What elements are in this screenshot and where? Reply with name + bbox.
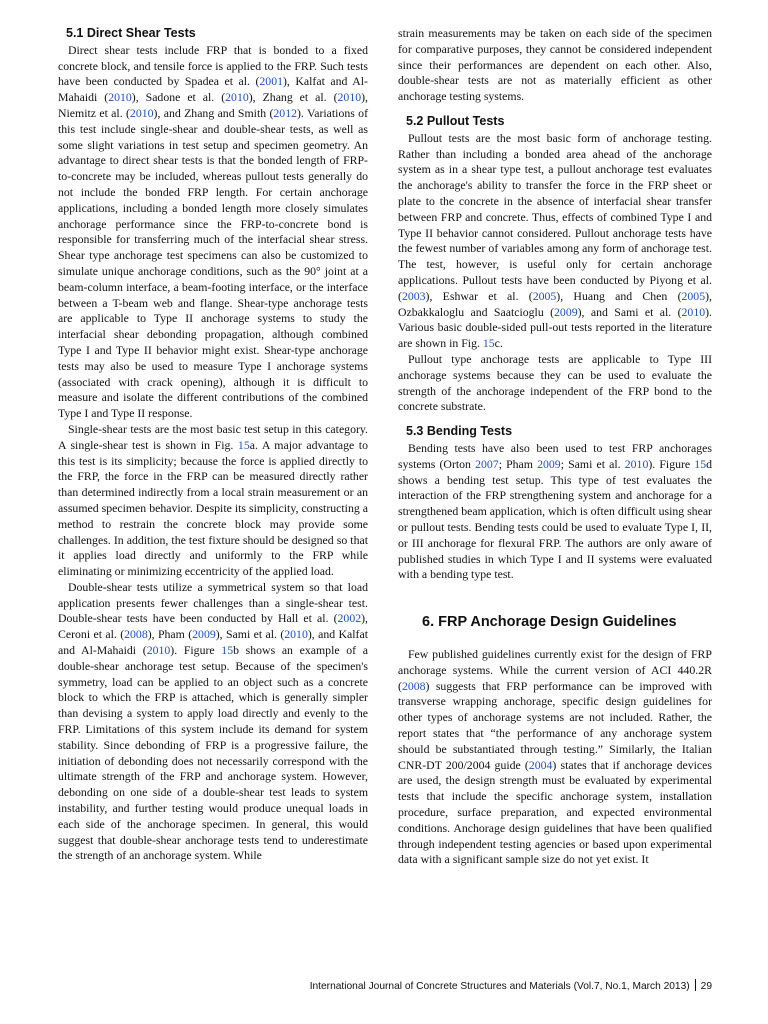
citation-link[interactable]: 2010: [681, 304, 706, 319]
text-run: Bending tests have also been used to test FRP anchorages systems (Orton: [398, 440, 712, 471]
citation-link[interactable]: 2010: [129, 105, 154, 120]
citation-link[interactable]: 2010: [146, 643, 171, 658]
paragraph: [398, 647, 712, 868]
text-run: ) states that if anchorage devices are used, the design strength must be evaluated by experimental tests that include the specific anchorage system, installation procedure, surface preparation, and expected environmental conditions. Anchorage design guidelines that have been qualified through independent testing agencies or based upon experimental data with a significant sample size do not yet exist. It: [398, 757, 712, 867]
citation-link[interactable]: 2010: [225, 90, 249, 105]
citation-link[interactable]: 2004: [528, 757, 553, 772]
text-run: Direct shear tests include FRP that is bonded to a fixed concrete block, and tensile force is applied to the FRP. Such tests have been conducted by Spadea et al. (: [58, 42, 368, 89]
text-run: ). Variations of this test include single-shear and double-shear tests, as well as some slight variations in test setup and specimen geometry. An advantage to direct shear tests is that the bonded length of FRP-to-concrete may be included, whereas pullout tests generally do not include the bonded FRP length. For certain anchorage applications, including a bonded length more closely simulates anchorage performance since the FRP-to-concrete bond is responsible for transferring much of the interfacial shear stress. Shear type anchorage test specimens can also be customized to simulate unique anchorage conditions, such as the 90° joint at a beam-column interface, a beam-footing interface, or the interface between a T-beam web and flange. Shear-type anchorage tests are applicable to Type II anchorage systems to study the interfacial shear debonding propagation, although combined Type I and Type II behavior might exist. Shear-type anchorage tests may also be used to measure Type I anchorage systems (associated with crack opening), although it is difficult to measure and isolate the different contributions of the combined Type I and Type II response.: [58, 105, 368, 421]
paragraph: [58, 580, 368, 864]
citation-link[interactable]: 2001: [259, 74, 283, 89]
page-footer: [276, 979, 712, 992]
text-run: Pullout type anchorage tests are applicable to Type III anchorage systems because they can be used to evaluate the strength of the anchorage independent of the FRP bond to the concrete substrate.: [398, 351, 712, 414]
citation-link[interactable]: 2009: [192, 627, 216, 642]
text-run: c.: [494, 336, 503, 351]
journal-citation: International Journal of Concrete Structures and Materials (Vol.7, No.1, March 2013): [309, 981, 690, 992]
section-heading-pullout: 5.2 Pullout Tests: [406, 113, 505, 128]
text-run: ), and Kalfat and Al-Mahaidi (: [58, 627, 368, 658]
paragraph: [58, 43, 368, 422]
text-run: ), Sami et al. (: [215, 627, 285, 642]
citation-link[interactable]: 2003: [401, 288, 426, 303]
text-run: ). Figure: [170, 643, 222, 658]
text-run: strain measurements may be taken on each side of the specimen for comparative purposes, they cannot be considered independent since their performances are dependent on each other. Also, double-shear tests are not as materially efficient as other anchorage testing systems.: [398, 26, 712, 104]
citation-link[interactable]: 15: [221, 643, 234, 658]
paragraph: [398, 131, 712, 352]
left-column: [58, 26, 368, 864]
citation-link[interactable]: 2010: [108, 90, 132, 105]
citation-link[interactable]: 2008: [124, 627, 148, 642]
text-run: ; Sami et al.: [560, 456, 625, 471]
citation-link[interactable]: 2008: [401, 678, 426, 693]
text-run: ), Sadone et al. (: [131, 90, 226, 105]
section-heading-bending: 5.3 Bending Tests: [406, 424, 513, 439]
text-run: ) suggests that FRP performance can be improved with transverse wrapping anchorage, specific design guidelines for other types of anchorage systems are not included. Rather, the report states that “the performance of any anchorage system should be substantiated through testing.” Similarly, the Italian CNR-DT 200/2004 guide (: [398, 678, 712, 772]
text-run: ), Pham (: [147, 627, 193, 642]
citation-link[interactable]: 2005: [532, 288, 557, 303]
text-run: ; Pham: [498, 456, 538, 471]
citation-link[interactable]: 2010: [284, 627, 308, 642]
text-run: ), and Sami et al. (: [577, 304, 682, 319]
text-run: a. A major advantage to this test is its simplicity; because the force is applied directly to the FRP, the force in the FRP can be measured directly rather than determined indirectly from a local strain measurement or an assumed specimen behavior. Despite its simplicity, constructing a method to restrain the concrete block may provide some challenges. In addition, the test fixture should be designed so that it applies load directly and uniformly to the FRP while eliminating or minimizing eccentricity of the applied load.: [58, 437, 368, 579]
text-run: Few published guidelines currently exist for the design of FRP anchorage systems. While the current version of ACI 440.2R (: [398, 647, 712, 693]
section-heading-direct-shear: 5.1 Direct Shear Tests: [66, 26, 196, 40]
text-run: ), Eshwar et al. (: [425, 288, 533, 303]
citation-link[interactable]: 15: [694, 456, 707, 471]
text-run: ). Various basic double-sided pull-out tests reported in the literature are shown in Fig.: [398, 304, 713, 351]
paragraph: [398, 26, 712, 105]
citation-link[interactable]: 2012: [273, 105, 297, 120]
text-run: ). Figure: [648, 456, 695, 471]
paragraph: [58, 422, 368, 580]
citation-link[interactable]: 2010: [337, 90, 362, 105]
citation-link[interactable]: 2007: [475, 456, 499, 471]
footer-divider: [695, 979, 696, 991]
citation-link[interactable]: 2005: [681, 288, 706, 303]
text-run: Single-shear tests are the most basic test setup in this category. A single-shear test is shown in Fig.: [58, 421, 368, 452]
right-column: [398, 26, 712, 868]
text-run: ), Niemitz et al. (: [58, 90, 368, 120]
text-run: b shows an example of a double-shear anchorage test setup. Because of the specimen's symmetry, load can be applied to an object such as a concrete block to which the FRP is attached, which is generally simpler than devising a system to apply load directly and evenly to the FRP. Limitations of this system include its demand for system stability. Since debonding of FRP is a progressive failure, the initiation of debonding does not necessarily correspond with the ultimate strength of the FRP and anchorage system. However, debonding on one side of a double-shear test leads to system instability, and further testing would produce unequal loads in each side of the anchorage specimen. In general, this would suggest that double-shear anchorage tests tend to underestimate the strength of an anchorage system. While: [58, 643, 368, 863]
text-run: Double-shear tests utilize a symmetrical system so that load application presents fewer challenges than a single-shear test. Double-shear tests have been conducted by Hall et al. (: [58, 579, 368, 626]
citation-link[interactable]: 2009: [554, 304, 578, 319]
text-run: ), Huang and Chen (: [556, 288, 682, 303]
citation-link[interactable]: 2002: [337, 611, 362, 626]
text-run: ), Ceroni et al. (: [58, 611, 368, 642]
section-heading-design-guidelines: 6. FRP Anchorage Design Guidelines: [422, 614, 677, 631]
text-run: ), and Zhang and Smith (: [153, 105, 274, 120]
text-run: ), Zhang et al. (: [248, 90, 338, 105]
citation-link[interactable]: 15: [482, 336, 495, 351]
text-run: ), Ozbakkaloglu and Saatcioglu (: [398, 288, 712, 319]
citation-link[interactable]: 2010: [624, 456, 649, 471]
page-number: 29: [700, 981, 712, 992]
text-run: d shows a bending test setup. This type of test evaluates the interaction of the FRP strengthening system and anchorage for a strengthened beam application, which is often difficult using shear or pullout tests. Bending tests could be used to evaluate Type I, II, or III anchorage for flexural FRP. The authors are only aware of published studies in which Type I and II systems were evaluated with a bending type test.: [398, 456, 712, 582]
text-run: Pullout tests are the most basic form of anchorage testing. Rather than including a bonded area ahead of the anchorage system as in a shear type test, a pullout anchorage test evaluates the anchorage's ability to transfer the force in the FRP sheet or plate to the concrete in the absence of interfacial shear transfer between FRP and concrete. Thus, effects of combined Type I and Type II behavior cannot considered. Pullout anchorage tests have the fewest number of variables among any form of anchorage test. The test, however, is useful only for certain anchorage applications. Pullout tests have been conducted by Piyong et al. (: [398, 130, 712, 303]
citation-link[interactable]: 2009: [537, 456, 561, 471]
paragraph: [398, 441, 712, 583]
citation-link[interactable]: 15: [237, 437, 250, 452]
paragraph: [398, 352, 712, 415]
text-run: ), Kalfat and Al-Mahaidi (: [58, 74, 368, 105]
